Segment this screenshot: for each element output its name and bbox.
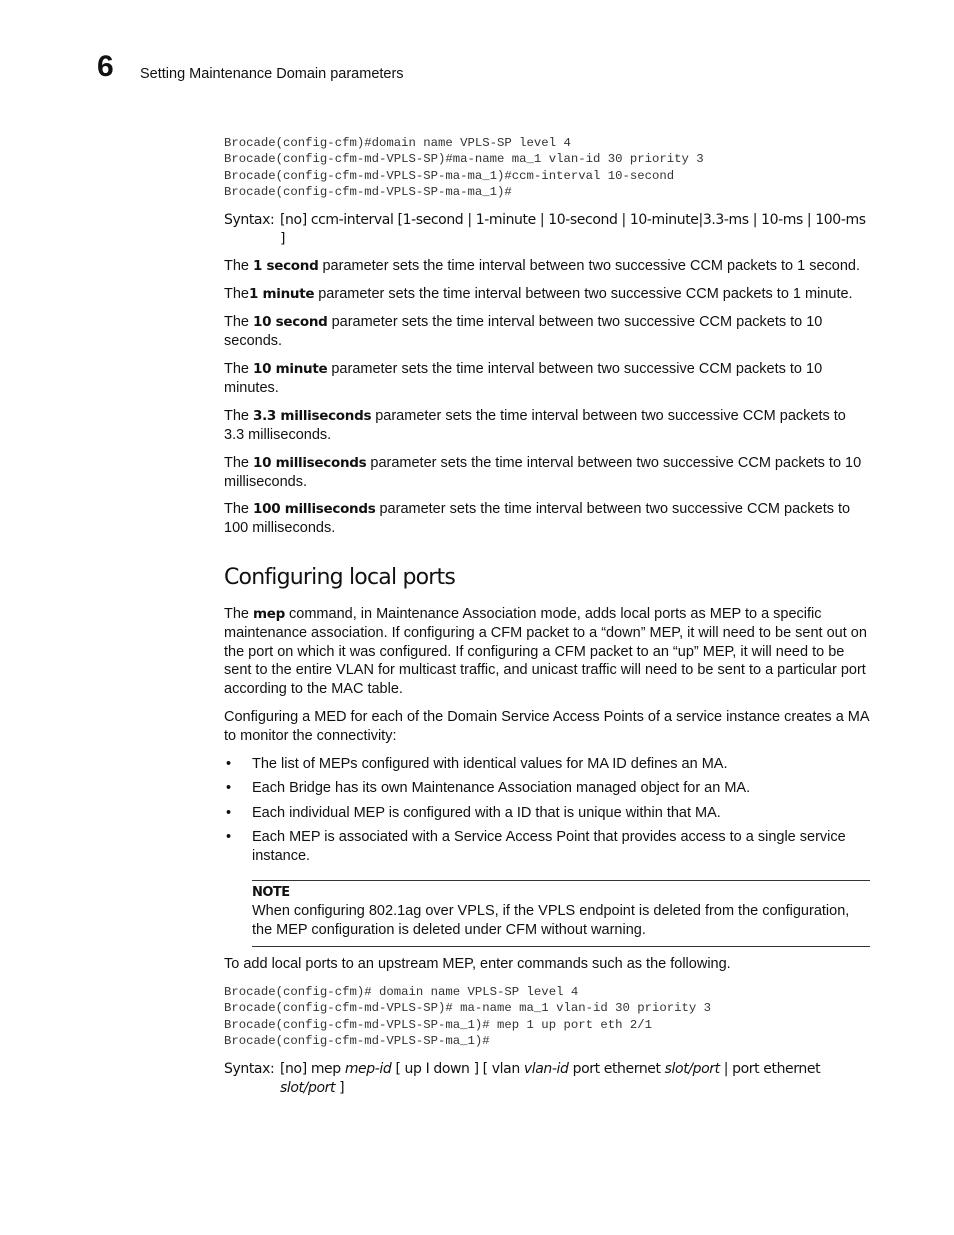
code-block-ccm-interval [224, 135, 704, 200]
mep-keyword: mep [253, 606, 286, 622]
code-line: Brocade(config-cfm)#domain name VPLS-SP level 4 [224, 136, 571, 150]
syntax-label: Syntax: [224, 212, 275, 228]
bullet-icon: • [226, 804, 232, 821]
list-item: • Each Bridge has its own Maintenance Association managed object for an MA. [226, 780, 751, 797]
syntax-ccm-interval [224, 211, 870, 251]
param-description: The1 minute parameter sets the time interval between two successive CCM packets to 1 minute. [224, 286, 853, 302]
bullet-icon: • [226, 780, 232, 797]
code-line: Brocade(config-cfm-md-VPLS-SP-ma-ma_1)#ccm-interval 10-second [224, 168, 675, 183]
code-line: Brocade(config-cfm-md-VPLS-SP-ma-ma_1)# [224, 184, 512, 199]
note-text: When configuring 802.1ag over VPLS, if the VPLS endpoint is deleted from the configuration, the MEP configuration is deleted under CFM without warning. [252, 903, 850, 938]
list-item: • Each MEP is associated with a Service Access Point that provides access to a single service instance. [226, 828, 846, 864]
code-line: Brocade(config-cfm-md-VPLS-SP-ma_1)# [224, 1033, 490, 1048]
list-item: • Each individual MEP is configured with a ID that is unique within that MA. [226, 804, 721, 821]
bullet-icon: • [226, 828, 232, 845]
code-line: Brocade(config-cfm-md-VPLS-SP)#ma-name ma_1 vlan-id 30 priority 3 [224, 152, 704, 167]
param-description: The 10 minute parameter sets the time interval between two successive CCM packets to 10 minutes. [224, 361, 823, 396]
section-paragraph: Configuring a MED for each of the Domain Service Access Points of a service instance creates a MA to monitor the connectivity: [224, 709, 869, 744]
syntax-text: [no] ccm-interval [1-second | 1-minute | 10-second | 10-minute|3.3-ms | 10-ms | 100-ms ] [280, 212, 866, 247]
param-description: The 1 second parameter sets the time interval between two successive CCM packets to 1 second. [224, 258, 861, 274]
param-keyword: 1 minute [249, 286, 315, 302]
syntax-label: Syntax: [224, 1061, 275, 1077]
bullet-icon: • [226, 756, 232, 772]
syntax-text: [no] mep mep-id [ up I down ] [ vlan vlan-id port ethernet slot/port | port ethernet slot/port ] [280, 1061, 821, 1096]
code-block-mep [224, 984, 711, 1049]
note-box [252, 880, 870, 947]
section-intro: The mep command, in Maintenance Association mode, adds local ports as MEP to a specific maintenance association. If configuring a CFM packet to a “down” MEP, it will need to be sent out on the port on which it was configured. If configuring a CFM packet to an “up” MEP, it will need to be sent to the entire VLAN for multicast traffic, and unicast traffic will need to be sent to a particular port according to the MAC table. [224, 606, 867, 698]
section-heading: Configuring local ports [224, 565, 456, 590]
param-keyword: 10 second [253, 314, 328, 330]
chapter-title: Setting Maintenance Domain parameters [140, 66, 404, 82]
param-keyword: 10 minute [253, 361, 328, 377]
code-line: Brocade(config-cfm)# domain name VPLS-SP level 4 [224, 985, 579, 999]
param-keyword: 10 milliseconds [253, 455, 367, 471]
param-keyword: 100 milliseconds [253, 501, 376, 517]
code-line: Brocade(config-cfm-md-VPLS-SP-ma_1)# mep 1 up port eth 2/1 [224, 1017, 653, 1032]
bullet-list [224, 755, 870, 865]
param-description: The 10 second parameter sets the time interval between two successive CCM packets to 10 seconds. [224, 314, 823, 349]
section-paragraph: To add local ports to an upstream MEP, enter commands such as the following. [224, 956, 731, 972]
param-description: The 100 milliseconds parameter sets the time interval between two successive CCM packets to 100 milliseconds. [224, 501, 851, 536]
param-description: The 3.3 milliseconds parameter sets the time interval between two successive CCM packets to 3.3 milliseconds. [224, 408, 846, 443]
note-label: NOTE [252, 885, 290, 900]
param-keyword: 3.3 milliseconds [253, 408, 372, 424]
param-description: The 10 milliseconds parameter sets the time interval between two successive CCM packets to 10 milliseconds. [224, 455, 862, 490]
chapter-number: 6 [97, 50, 114, 83]
code-line: Brocade(config-cfm-md-VPLS-SP)# ma-name ma_1 vlan-id 30 priority 3 [224, 1001, 712, 1016]
param-keyword: 1 second [253, 258, 319, 274]
list-item: • The list of MEPs configured with identical values for MA ID defines an MA. [226, 756, 728, 772]
syntax-mep [224, 1060, 870, 1100]
